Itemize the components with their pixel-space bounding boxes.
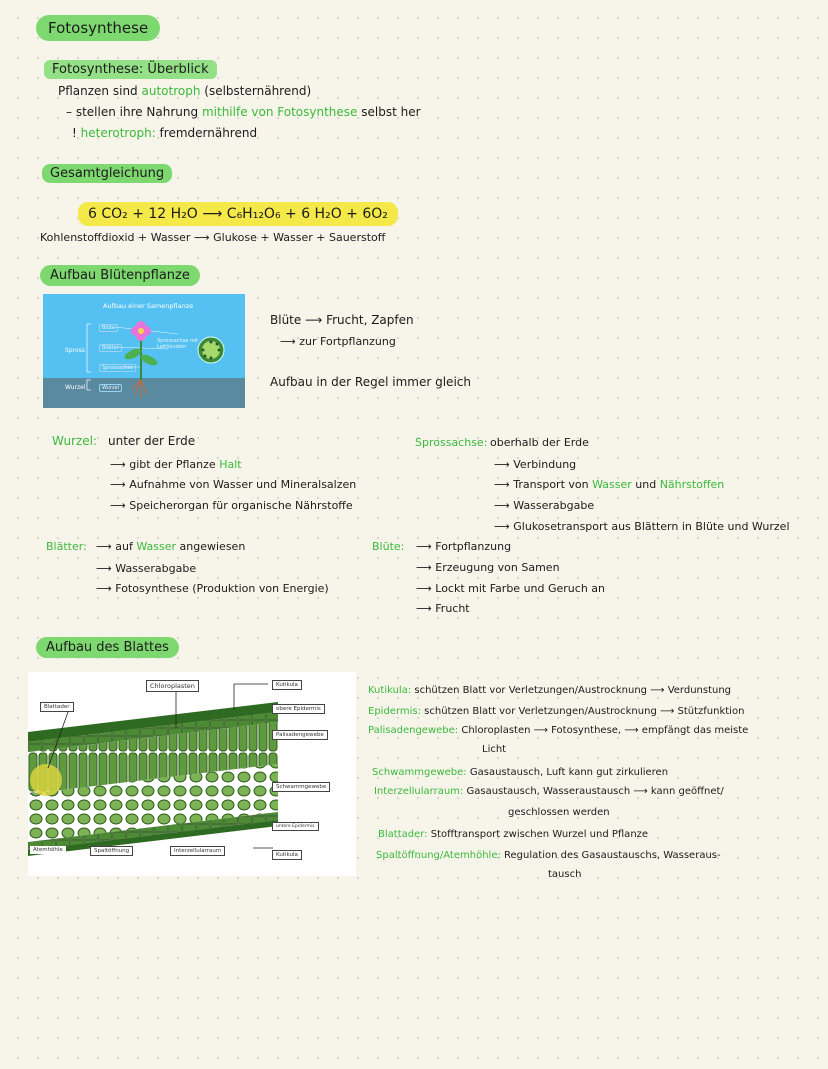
leaf-diagram bbox=[28, 672, 356, 876]
spross-item2-green1: Wasser bbox=[592, 478, 632, 491]
leaf-label-obere-epidermis: obere Epidermis bbox=[272, 704, 325, 714]
leaf-note-spaltoeffnung-2: tausch bbox=[548, 869, 582, 880]
leaf-heading: Aufbau des Blattes bbox=[36, 637, 179, 658]
plant-diagram-title: Aufbau einer Samenpflanze bbox=[103, 302, 194, 310]
plant-diagram bbox=[43, 294, 245, 408]
overview-line1-post: (selbsternährend) bbox=[204, 84, 312, 98]
overview-line3-green: heterotroph: bbox=[80, 126, 156, 140]
leaf-note-epidermis-label: Epidermis: bbox=[368, 706, 421, 717]
leaf-note-blattader-text: Stofftransport zwischen Wurzel und Pflanze bbox=[430, 829, 649, 840]
leaf-label-chloroplasten: Chloroplasten bbox=[146, 680, 199, 692]
bluete-item-4: ⟶ Frucht bbox=[416, 602, 470, 615]
spross-item-1: ⟶ Verbindung bbox=[494, 458, 577, 471]
wurzel-item-3: ⟶ Speicherorgan für organische Nährstoffe bbox=[110, 499, 353, 512]
leaf-note-spaltoeffnung-label: Spaltöffnung/Atemhöhle: bbox=[376, 850, 501, 861]
plant-tag-sprossachse-quer: Sprossachse mit Leitbündeln bbox=[157, 338, 199, 350]
leaf-note-kutikula-label: Kutikula: bbox=[368, 685, 412, 696]
blaetter-item-1 bbox=[96, 540, 245, 553]
plant-label-spross: Spross bbox=[65, 347, 85, 354]
leaf-label-spaltoeffnung: Spaltöffnung bbox=[90, 846, 133, 856]
leaf-label-interzellularraum: Interzellularraum bbox=[170, 846, 225, 856]
overview-line-1 bbox=[58, 84, 311, 98]
blaetter-item1-green: Wasser bbox=[136, 540, 177, 553]
overview-line2-pre: – stellen ihre Nahrung bbox=[66, 105, 199, 119]
plant-heading: Aufbau Blütenpflanze bbox=[40, 265, 200, 286]
overview-line-3 bbox=[72, 126, 257, 140]
bluete-label: Blüte: bbox=[372, 540, 405, 553]
plant-note-3: Aufbau in der Regel immer gleich bbox=[270, 375, 471, 389]
equation-heading: Gesamtgleichung bbox=[42, 164, 172, 183]
leaf-note-interzellular-label: Interzellularraum: bbox=[374, 786, 464, 797]
bluete-item-3: ⟶ Lockt mit Farbe und Geruch an bbox=[416, 582, 606, 595]
leaf-note-spaltoeffnung bbox=[376, 850, 721, 861]
leaf-note-epidermis bbox=[368, 706, 744, 717]
wurzel-label: Wurzel: bbox=[52, 434, 98, 448]
spross-item2-mid: und bbox=[635, 478, 657, 491]
bluete-item-1: ⟶ Fortpflanzung bbox=[416, 540, 512, 553]
leaf-note-palisaden-label: Palisadengewebe: bbox=[368, 725, 459, 736]
blaetter-label: Blätter: bbox=[46, 540, 87, 553]
plant-tag-bluete: Blüte bbox=[99, 324, 118, 332]
leaf-note-epidermis-text: schützen Blatt vor Verletzungen/Austrocknung ⟶ Stützfunktion bbox=[424, 706, 745, 717]
spross-item2-pre: ⟶ Transport von bbox=[494, 478, 589, 491]
blaetter-item1-pre: ⟶ auf bbox=[96, 540, 133, 553]
overview-line3-post: fremdernährend bbox=[159, 126, 258, 140]
leaf-note-palisaden-text: Chloroplasten ⟶ Fotosynthese, ⟶ empfängt das meiste bbox=[461, 725, 749, 736]
plant-tag-wurzel: Wurzel bbox=[99, 384, 122, 392]
leaf-note-interzellular bbox=[374, 786, 724, 797]
overview-heading bbox=[44, 60, 217, 79]
leaf-note-kutikula bbox=[368, 685, 731, 696]
wurzel-item1-green: Halt bbox=[219, 458, 242, 471]
plant-note-1: Blüte ⟶ Frucht, Zapfen bbox=[270, 313, 414, 327]
equation-words: Kohlenstoffdioxid + Wasser ⟶ Glukose + Wasser + Sauerstoff bbox=[40, 231, 386, 244]
overview-heading-text: Fotosynthese: Überblick bbox=[52, 62, 209, 77]
wurzel-item-1 bbox=[110, 458, 242, 471]
leaf-note-interzellular-2: geschlossen werden bbox=[508, 807, 610, 818]
spross-label: Sprossachse: bbox=[415, 436, 488, 449]
leaf-label-untere-epidermis: untere Epidermis bbox=[272, 822, 319, 831]
plant-label-wurzel: Wurzel bbox=[65, 384, 86, 391]
leaf-note-palisaden bbox=[368, 725, 748, 736]
plant-tag-sprossachse: Sprossachse bbox=[99, 364, 136, 372]
wurzel-intro: unter der Erde bbox=[108, 434, 196, 448]
overview-line2-post: selbst her bbox=[361, 105, 421, 119]
leaf-label-schwammgewebe: Schwammgewebe bbox=[272, 782, 330, 792]
leaf-note-schwamm bbox=[372, 767, 668, 778]
plant-illustration bbox=[43, 294, 245, 408]
overview-line-2 bbox=[66, 105, 421, 119]
leaf-note-spaltoeffnung-text: Regulation des Gasaustauschs, Wasseraus- bbox=[504, 850, 721, 861]
wurzel-item-2: ⟶ Aufnahme von Wasser und Mineralsalzen bbox=[110, 478, 357, 491]
leaf-label-kutikula-top: Kutikula bbox=[272, 680, 302, 690]
plant-tag-blaetter: Blätter bbox=[99, 344, 122, 352]
leaf-note-schwamm-text: Gasaustausch, Luft kann gut zirkulieren bbox=[469, 767, 669, 778]
leaf-label-blattader: Blattader bbox=[40, 702, 74, 712]
leaf-note-interzellular-text: Gasaustausch, Wasseraustausch ⟶ kann geöffnet/ bbox=[466, 786, 724, 797]
blaetter-item-2: ⟶ Wasserabgabe bbox=[96, 562, 197, 575]
stem-cross-section-icon bbox=[198, 337, 224, 363]
leaf-label-kutikula-bottom: Kutikula bbox=[272, 850, 302, 860]
leaf-note-blattader bbox=[378, 829, 648, 840]
leaf-note-schwamm-label: Schwammgewebe: bbox=[372, 767, 467, 778]
spross-item-2 bbox=[494, 478, 724, 491]
plant-note-2: ⟶ zur Fortpflanzung bbox=[280, 335, 396, 348]
equation-formula: 6 CO₂ + 12 H₂O ⟶ C₆H₁₂O₆ + 6 H₂O + 6O₂ bbox=[78, 202, 398, 226]
spross-item-3: ⟶ Wasserabgabe bbox=[494, 499, 595, 512]
leaf-note-palisaden-2: Licht bbox=[482, 744, 507, 755]
leaf-note-kutikula-text: schützen Blatt vor Verletzungen/Austrocknung ⟶ Verdunstung bbox=[414, 685, 732, 696]
blaetter-item-3: ⟶ Fotosynthese (Produktion von Energie) bbox=[96, 582, 329, 595]
overview-line2-green: mithilfe von Fotosynthese bbox=[201, 105, 358, 119]
spross-item-4: ⟶ Glukosetransport aus Blättern in Blüte und Wurzel bbox=[494, 520, 790, 533]
wurzel-item1-pre: ⟶ gibt der Pflanze bbox=[110, 458, 216, 471]
flower-icon bbox=[131, 321, 151, 341]
leaf-label-palisadengewebe: Palisadengewebe bbox=[272, 730, 328, 740]
spross-item2-green2: Nährstoffen bbox=[659, 478, 725, 491]
page-title: Fotosynthese bbox=[36, 15, 160, 41]
overview-line1-pre: Pflanzen sind bbox=[58, 84, 138, 98]
overview-line1-green: autotroph bbox=[141, 84, 201, 98]
leaf-label-atemhoehle: Atemhöhle bbox=[30, 846, 66, 854]
blaetter-item1-post: angewiesen bbox=[179, 540, 246, 553]
overview-line3-mark: ! bbox=[72, 126, 77, 140]
spross-intro: oberhalb der Erde bbox=[490, 436, 589, 449]
bluete-item-2: ⟶ Erzeugung von Samen bbox=[416, 561, 560, 574]
leaf-note-blattader-label: Blattader: bbox=[378, 829, 428, 840]
